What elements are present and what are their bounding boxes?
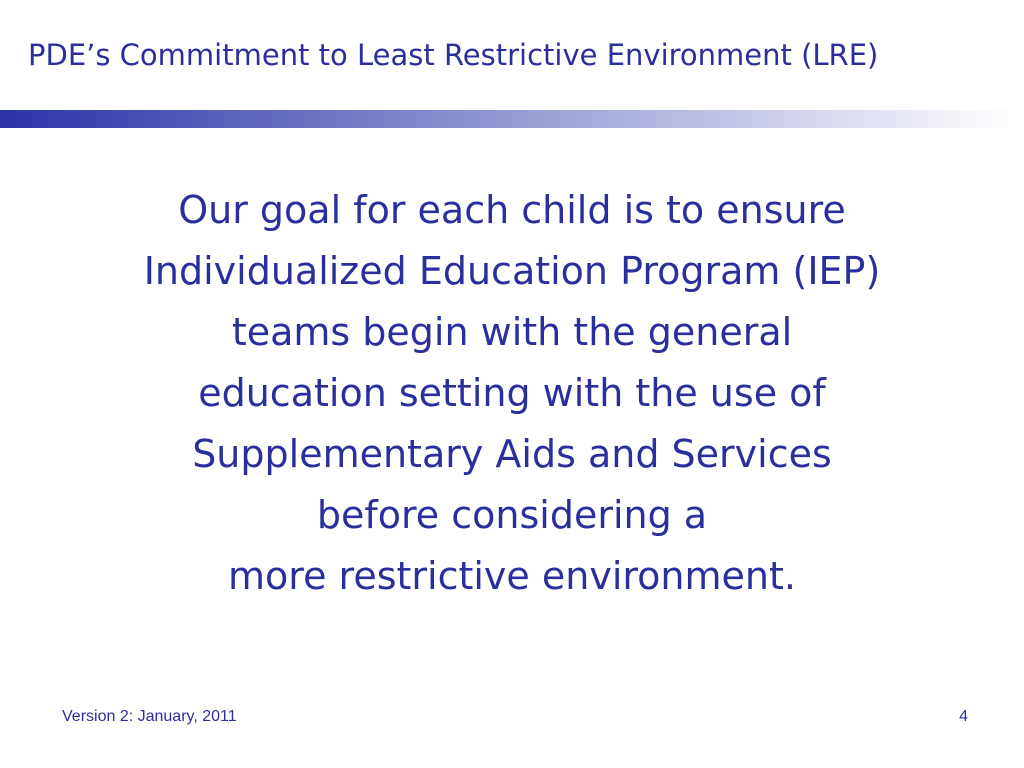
gradient-step (416, 110, 432, 128)
gradient-step (672, 110, 688, 128)
gradient-step (16, 110, 32, 128)
gradient-step (304, 110, 320, 128)
gradient-step (976, 110, 992, 128)
body-line: Supplementary Aids and Services (192, 432, 832, 476)
gradient-step (320, 110, 336, 128)
gradient-step (368, 110, 384, 128)
gradient-step (912, 110, 928, 128)
gradient-step (512, 110, 528, 128)
gradient-step (80, 110, 96, 128)
gradient-step (0, 110, 16, 128)
gradient-step (144, 110, 160, 128)
gradient-step (112, 110, 128, 128)
gradient-step (224, 110, 240, 128)
gradient-step (352, 110, 368, 128)
slide-title: PDE’s Commitment to Least Restrictive Environment (LRE) (28, 38, 879, 72)
body-line: more restrictive environment. (228, 554, 796, 598)
gradient-step (896, 110, 912, 128)
gradient-step (944, 110, 960, 128)
gradient-step (576, 110, 592, 128)
gradient-step (272, 110, 288, 128)
body-line: teams begin with the general (231, 310, 793, 354)
gradient-step (432, 110, 448, 128)
gradient-step (544, 110, 560, 128)
gradient-step (752, 110, 768, 128)
gradient-step (192, 110, 208, 128)
gradient-step (96, 110, 112, 128)
gradient-step (480, 110, 496, 128)
gradient-step (768, 110, 784, 128)
gradient-step (64, 110, 80, 128)
gradient-step (336, 110, 352, 128)
gradient-step (880, 110, 896, 128)
gradient-step (592, 110, 608, 128)
gradient-step (240, 110, 256, 128)
gradient-step (800, 110, 816, 128)
gradient-step (720, 110, 736, 128)
gradient-step (256, 110, 272, 128)
gradient-step (928, 110, 944, 128)
body-line: education setting with the use of (198, 371, 826, 415)
gradient-step (736, 110, 752, 128)
gradient-step (864, 110, 880, 128)
gradient-step (960, 110, 976, 128)
gradient-step (608, 110, 624, 128)
gradient-step (208, 110, 224, 128)
gradient-step (496, 110, 512, 128)
title-gradient-rule (0, 110, 1024, 128)
gradient-step (32, 110, 48, 128)
gradient-step (640, 110, 656, 128)
gradient-step (816, 110, 832, 128)
gradient-step (992, 110, 1008, 128)
gradient-step (400, 110, 416, 128)
gradient-step (688, 110, 704, 128)
gradient-step (384, 110, 400, 128)
gradient-step (624, 110, 640, 128)
gradient-step (656, 110, 672, 128)
gradient-step (128, 110, 144, 128)
gradient-step (832, 110, 848, 128)
gradient-step (560, 110, 576, 128)
gradient-step (784, 110, 800, 128)
gradient-step (48, 110, 64, 128)
gradient-step (464, 110, 480, 128)
body-line: Our goal for each child is to ensure (178, 188, 846, 232)
slide-body (90, 180, 934, 607)
gradient-step (704, 110, 720, 128)
slide-page-number: 4 (959, 708, 968, 725)
body-line: Individualized Education Program (IEP) (143, 249, 881, 293)
gradient-step (288, 110, 304, 128)
gradient-step (448, 110, 464, 128)
gradient-step (176, 110, 192, 128)
gradient-step (848, 110, 864, 128)
gradient-step (1008, 110, 1024, 128)
footer-version: Version 2: January, 2011 (62, 708, 237, 725)
gradient-step (528, 110, 544, 128)
body-line: before considering a (316, 493, 708, 537)
gradient-step (160, 110, 176, 128)
